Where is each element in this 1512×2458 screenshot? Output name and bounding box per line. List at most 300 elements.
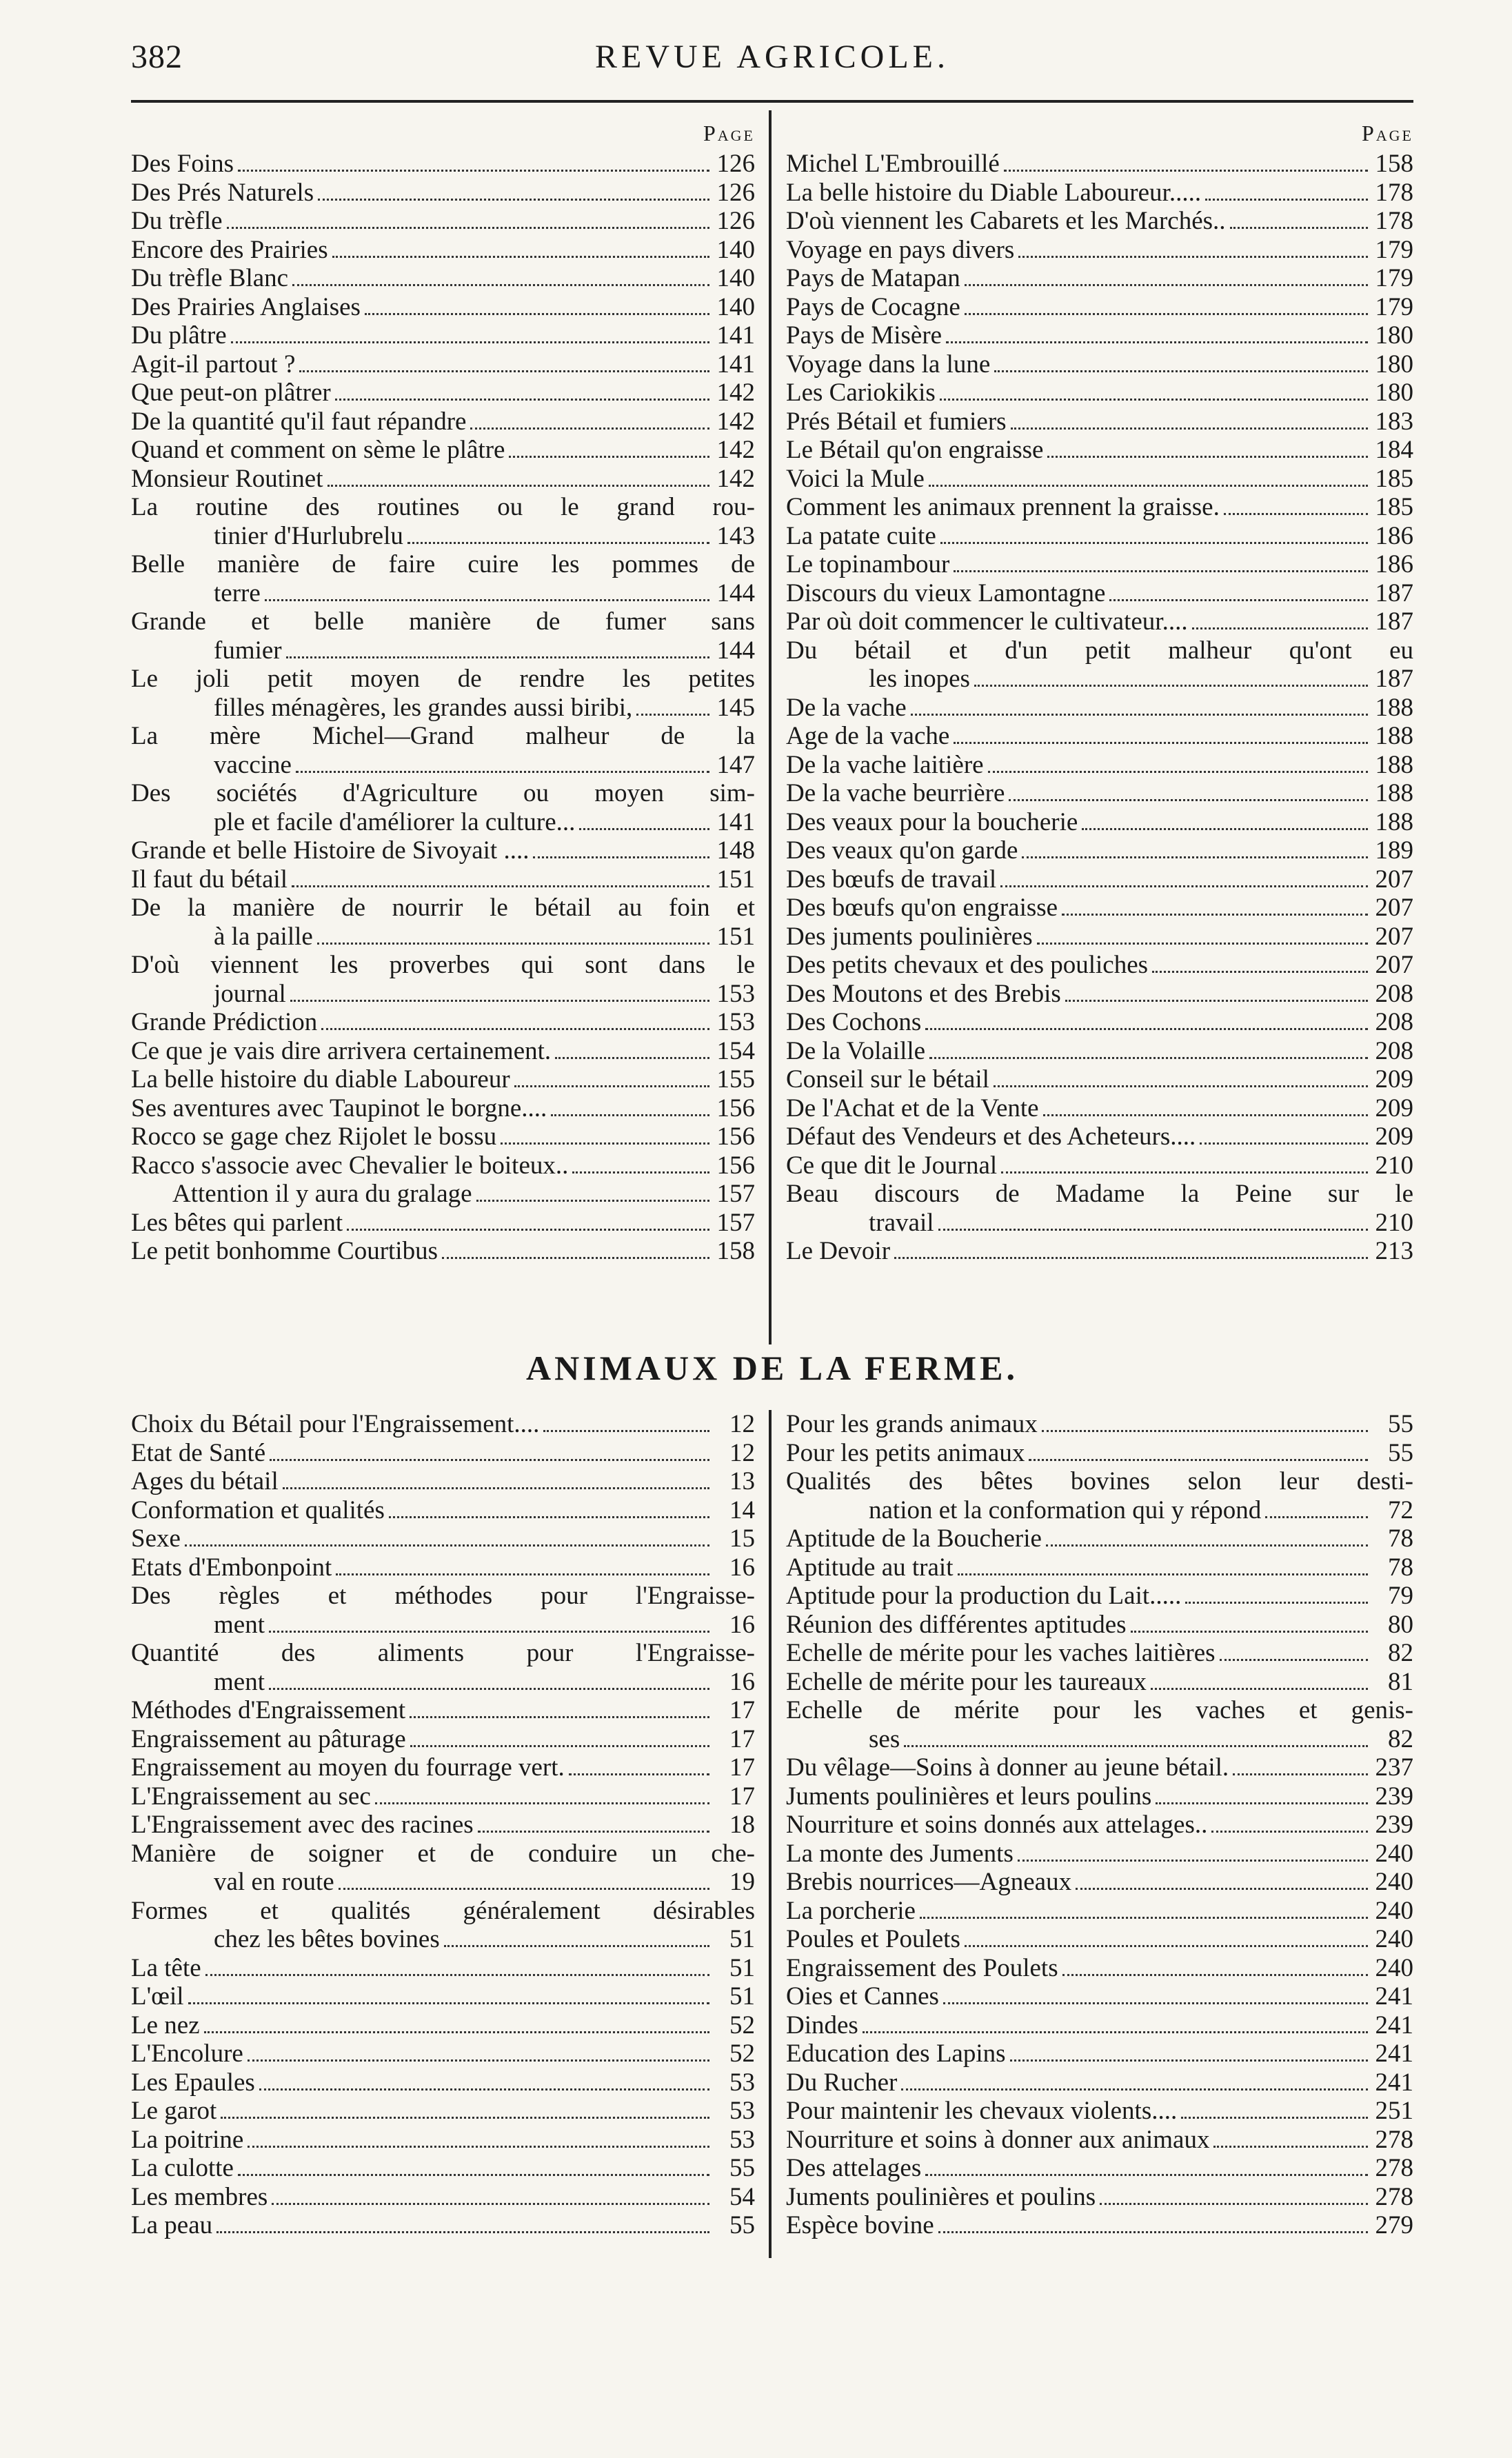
index-entry: [786, 836, 1413, 865]
entry-title: Attention il y aura du gralage: [172, 1180, 472, 1208]
dot-leader: [894, 1257, 1368, 1259]
dot-leader: [1213, 2146, 1368, 2148]
index-entry: [786, 1122, 1413, 1151]
entry-title: travail: [869, 1208, 934, 1237]
index-entry: [131, 207, 755, 236]
entry-title: Le nez: [131, 2011, 200, 2039]
dot-leader: [204, 2031, 709, 2033]
entry-page-number: 209: [1375, 1065, 1413, 1094]
dot-leader: [227, 227, 709, 229]
entry-page-number: 54: [729, 2182, 755, 2211]
dot-leader: [958, 1573, 1369, 1575]
entry-title: De la vache laitière: [786, 750, 984, 779]
entry-page-number: 72: [1388, 1495, 1413, 1524]
index-entry: [786, 1237, 1413, 1266]
entry-page-number: 241: [1375, 2011, 1413, 2039]
dot-leader: [911, 714, 1368, 716]
index-entry: [131, 2068, 755, 2097]
index-entry: [786, 1037, 1413, 1066]
entry-title: De la vache beurrière: [786, 779, 1005, 807]
dot-leader: [1200, 1142, 1368, 1145]
dot-leader: [365, 313, 709, 315]
index-entry: [131, 2154, 755, 2183]
entry-page-number: 144: [716, 636, 755, 665]
entry-title: Que peut-on plâtrer: [131, 379, 331, 407]
entry-page-number: 51: [729, 1982, 755, 2011]
entry-title: Des Foins: [131, 150, 234, 178]
section-title: ANIMAUX DE LA FERME.: [526, 1349, 1018, 1387]
index-entry: [786, 2068, 1413, 2097]
entry-page-number: 239: [1375, 1782, 1413, 1811]
page-column-heading: Page: [703, 121, 755, 145]
dot-leader: [1151, 1688, 1368, 1690]
dot-leader: [579, 828, 709, 830]
dot-leader: [1100, 2203, 1368, 2205]
entry-title: Grande Prédiction: [131, 1008, 318, 1036]
dot-leader: [269, 1631, 709, 1633]
dot-leader: [1011, 427, 1368, 430]
entry-title: D'où viennent les proverbes qui sont dans le: [131, 951, 755, 979]
index-entry: [131, 321, 755, 350]
entry-title: Pour les grands animaux: [786, 1410, 1038, 1438]
dot-leader: [1205, 199, 1368, 201]
index-entry: [786, 436, 1413, 465]
entry-page-number: 179: [1375, 235, 1413, 264]
entry-page-number: 126: [716, 178, 755, 207]
dot-leader: [1233, 1773, 1368, 1775]
entry-page-number: 213: [1375, 1237, 1413, 1265]
dot-leader: [1042, 1430, 1368, 1432]
entry-page-number: 184: [1375, 436, 1413, 464]
index-entry: [786, 150, 1413, 179]
dot-leader: [555, 1057, 709, 1059]
entry-page-number: 210: [1375, 1151, 1413, 1180]
dot-leader: [1211, 1831, 1368, 1833]
dot-leader: [270, 1459, 709, 1461]
dot-leader: [965, 313, 1368, 315]
entry-page-number: 16: [729, 1553, 755, 1582]
index-entry: [131, 1897, 755, 1926]
dot-leader: [551, 1114, 709, 1116]
entry-page-number: 187: [1375, 578, 1413, 607]
entry-page-number: 279: [1375, 2211, 1413, 2239]
entry-title: ment: [214, 1610, 265, 1639]
entry-title: Monsieur Routinet: [131, 464, 323, 493]
entry-page-number: 82: [1388, 1724, 1413, 1753]
index-entry: [786, 2011, 1413, 2040]
entry-page-number: 207: [1375, 922, 1413, 951]
entry-page-number: 278: [1375, 2154, 1413, 2182]
entry-title: Engraissement au pâturage: [131, 1724, 406, 1753]
dot-leader: [238, 170, 709, 172]
entry-title: Rocco se gage chez Rijolet le bossu: [131, 1122, 497, 1151]
dot-leader: [1037, 943, 1368, 945]
entry-title: Quantité des aliments pour l'Engraisse-: [131, 1639, 755, 1667]
entry-title: à la paille: [214, 922, 313, 951]
dot-leader: [336, 1573, 709, 1575]
index-entry: [131, 836, 755, 865]
dot-leader: [318, 199, 709, 201]
entry-list: [786, 150, 1413, 1266]
dot-leader: [299, 370, 709, 372]
entry-title: fumier: [214, 636, 282, 665]
entry-page-number: 126: [716, 207, 755, 235]
index-entry: [131, 236, 755, 265]
dot-leader: [920, 1917, 1368, 1919]
entry-title: Conseil sur le bétail: [786, 1065, 989, 1094]
entry-title: Voyage en pays divers: [786, 235, 1015, 264]
dot-leader: [410, 1716, 709, 1718]
entry-page-number: 187: [1375, 607, 1413, 636]
dot-leader: [470, 427, 709, 430]
dot-leader: [940, 542, 1368, 544]
entry-page-number: 141: [716, 350, 755, 379]
running-title: REVUE AGRICOLE.: [595, 39, 949, 75]
dot-leader: [929, 1057, 1368, 1059]
dot-leader: [1156, 1802, 1368, 1804]
index-entry: [786, 1496, 1413, 1525]
index-entry: [131, 1439, 755, 1468]
entry-title: Brebis nourrices—Agneaux: [786, 1868, 1072, 1896]
entry-title: Education des Lapins: [786, 2039, 1006, 2068]
entry-title: Du trèfle: [131, 207, 223, 235]
dot-leader: [901, 2088, 1368, 2091]
dot-leader: [444, 1945, 709, 1947]
entry-page-number: 140: [716, 235, 755, 264]
dot-leader: [988, 771, 1368, 773]
entry-title: Des Cochons: [786, 1008, 922, 1036]
index-entry: [131, 1410, 755, 1439]
index-entry: [786, 1467, 1413, 1496]
entry-page-number: 53: [729, 2097, 755, 2125]
index-entry: [786, 1611, 1413, 1640]
top-index-section: [131, 121, 1413, 1341]
entry-page-number: 153: [716, 979, 755, 1008]
index-entry: [786, 1925, 1413, 1954]
entry-title: D'où viennent les Cabarets et les Marchés..: [786, 207, 1226, 235]
entry-title: Défaut des Vendeurs et des Acheteurs....: [786, 1122, 1196, 1151]
entry-page-number: 179: [1375, 264, 1413, 292]
index-entry: [786, 493, 1413, 522]
index-entry: [131, 407, 755, 436]
entry-title: Du plâtre: [131, 321, 227, 350]
index-entry: [131, 1553, 755, 1582]
dot-leader: [904, 1745, 1368, 1747]
dot-leader: [216, 2231, 709, 2233]
page-column-heading: Page: [1361, 121, 1413, 145]
entry-page-number: 147: [716, 750, 755, 779]
dot-leader: [1192, 627, 1368, 629]
index-entry: [131, 1180, 755, 1209]
dot-leader: [269, 1688, 709, 1690]
entry-page-number: 178: [1375, 207, 1413, 235]
index-entry: [786, 980, 1413, 1009]
entry-title: De la vache: [786, 693, 907, 722]
index-entry: [786, 379, 1413, 407]
index-entry: [786, 1811, 1413, 1840]
entry-title: Des juments poulinières: [786, 922, 1033, 951]
index-entry: [786, 2154, 1413, 2183]
index-entry: [786, 1696, 1413, 1725]
entry-title: Belle manière de faire cuire les pommes de: [131, 550, 755, 578]
dot-leader: [1185, 1602, 1368, 1604]
dot-leader: [938, 2231, 1368, 2233]
entry-title: La culotte: [131, 2154, 234, 2182]
entry-page-number: 183: [1375, 407, 1413, 436]
entry-title: Des sociétés d'Agriculture ou moyen sim-: [131, 779, 755, 807]
index-entry: [131, 1209, 755, 1238]
index-entry: [131, 1668, 755, 1697]
entry-page-number: 210: [1375, 1208, 1413, 1237]
index-entry: [131, 1954, 755, 1983]
index-entry: [786, 2097, 1413, 2126]
index-entry: [131, 379, 755, 407]
index-entry: [786, 1954, 1413, 1983]
entry-page-number: 179: [1375, 292, 1413, 321]
entry-title: Le topinambour: [786, 550, 950, 578]
entry-title: Beau discours de Madame la Peine sur le: [786, 1180, 1413, 1208]
entry-title: Des règles et méthodes pour l'Engraisse-: [131, 1582, 755, 1610]
index-entry: [131, 2097, 755, 2126]
entry-page-number: 156: [716, 1151, 755, 1180]
index-entry: [786, 1008, 1413, 1037]
index-entry: [131, 1868, 755, 1897]
dot-leader: [974, 685, 1368, 687]
entry-title: Ce que je vais dire arrivera certainement.: [131, 1036, 552, 1065]
index-entry: [131, 1122, 755, 1151]
index-entry: [786, 236, 1413, 265]
index-entry: [786, 1524, 1413, 1553]
entry-title: La porcherie: [786, 1896, 916, 1925]
dot-leader: [1009, 799, 1368, 801]
entry-page-number: 158: [716, 1237, 755, 1265]
index-entry: [786, 607, 1413, 636]
dot-leader: [929, 485, 1368, 487]
dot-leader: [248, 2146, 709, 2148]
dot-leader: [1152, 971, 1368, 973]
entry-title: Dindes: [786, 2011, 858, 2039]
entry-page-number: 18: [729, 1811, 755, 1839]
dot-leader: [1047, 456, 1368, 458]
index-entry: [131, 1611, 755, 1640]
entry-title: Nourriture et soins à donner aux animaux: [786, 2125, 1210, 2154]
entry-page-number: 209: [1375, 1122, 1413, 1151]
entry-page-number: 241: [1375, 2068, 1413, 2097]
dot-leader: [221, 2117, 709, 2119]
dot-leader: [332, 256, 709, 258]
entry-page-number: 241: [1375, 2039, 1413, 2068]
entry-page-number: 241: [1375, 1982, 1413, 2011]
entry-title: Les Epaules: [131, 2068, 255, 2097]
entry-page-number: 142: [716, 436, 755, 464]
entry-page-number: 141: [716, 321, 755, 350]
entry-page-number: 240: [1375, 1925, 1413, 1953]
entry-title: Grande et belle manière de fumer sans: [131, 607, 755, 636]
entry-title: L'Encolure: [131, 2039, 243, 2068]
entry-title: vaccine: [214, 750, 292, 779]
entry-list: [131, 1410, 755, 2240]
entry-title: Ages du bétail: [131, 1467, 279, 1495]
dot-leader: [1022, 856, 1368, 858]
dot-leader: [938, 1229, 1368, 1231]
dot-leader: [375, 1802, 709, 1804]
dot-leader: [572, 1171, 709, 1173]
index-entry: [786, 1209, 1413, 1238]
dot-leader: [327, 485, 709, 487]
index-entry: [131, 179, 755, 208]
entry-page-number: 12: [729, 1410, 755, 1438]
entry-page-number: 82: [1388, 1639, 1413, 1667]
entry-title: Juments poulinières et poulins: [786, 2182, 1096, 2211]
index-entry: [131, 980, 755, 1009]
index-entry: [131, 465, 755, 494]
dot-leader: [286, 656, 709, 658]
entry-page-number: 13: [729, 1467, 755, 1495]
dot-leader: [335, 399, 709, 401]
dot-leader: [636, 714, 709, 716]
index-entry: [131, 1496, 755, 1525]
entry-page-number: 157: [716, 1180, 755, 1208]
entry-page-number: 16: [729, 1610, 755, 1639]
entry-title: Nourriture et soins donnés aux attelages..: [786, 1811, 1208, 1839]
index-entry: [786, 579, 1413, 608]
bottom-right-column: [786, 1410, 1413, 2240]
entry-title: Il faut du bétail: [131, 865, 288, 894]
index-entry: [786, 865, 1413, 894]
entry-title: De la Volaille: [786, 1036, 926, 1065]
entry-title: journal: [214, 979, 286, 1008]
entry-page-number: 78: [1388, 1553, 1413, 1582]
dot-leader: [1224, 513, 1368, 515]
entry-title: Grande et belle Histoire de Sivoyait ....: [131, 836, 530, 865]
index-entry: [131, 1037, 755, 1066]
index-entry: [131, 1467, 755, 1496]
dot-leader: [1062, 914, 1368, 916]
entry-page-number: 78: [1388, 1524, 1413, 1553]
entry-page-number: 141: [716, 807, 755, 836]
dot-leader: [272, 2203, 709, 2205]
dot-leader: [946, 341, 1368, 343]
entry-page-number: 155: [716, 1065, 755, 1094]
index-entry: [131, 436, 755, 465]
entry-page-number: 153: [716, 1008, 755, 1036]
entry-title: La mère Michel—Grand malheur de la: [131, 722, 755, 750]
dot-leader: [205, 1974, 709, 1976]
index-entry: [786, 665, 1413, 694]
dot-leader: [292, 284, 709, 286]
entry-page-number: 14: [729, 1495, 755, 1524]
bottom-index-section: [131, 1410, 1413, 2306]
dot-leader: [1131, 1631, 1368, 1633]
index-entry: [786, 550, 1413, 579]
index-entry: [131, 1065, 755, 1094]
dot-leader: [259, 2088, 709, 2091]
entry-page-number: 16: [729, 1667, 755, 1696]
dot-leader: [1065, 1000, 1368, 1002]
entry-page-number: 240: [1375, 1953, 1413, 1982]
dot-leader: [501, 1142, 709, 1145]
top-left-column: [131, 121, 755, 1266]
entry-title: Juments poulinières et leurs poulins: [786, 1782, 1152, 1811]
entry-page-number: 185: [1375, 464, 1413, 493]
dot-leader: [543, 1430, 709, 1432]
entry-title: nation et la conformation qui y répond: [869, 1495, 1262, 1524]
entry-page-number: 156: [716, 1094, 755, 1122]
index-entry: [786, 1753, 1413, 1782]
index-entry: [131, 1237, 755, 1266]
entry-title: Le Devoir: [786, 1237, 891, 1265]
index-entry: [131, 607, 755, 636]
entry-title: La belle histoire du Diable Laboureur.....: [786, 178, 1202, 207]
dot-leader: [1109, 599, 1368, 601]
index-entry: [131, 1094, 755, 1123]
dot-leader: [940, 399, 1368, 401]
entry-title: Echelle de mérite pour les vaches et genis-: [786, 1696, 1413, 1724]
dot-leader: [925, 1028, 1368, 1030]
entry-title: ple et facile d'améliorer la culture...: [214, 807, 576, 836]
entry-title: Du vêlage—Soins à donner au jeune bétail.: [786, 1753, 1229, 1782]
dot-leader: [994, 1085, 1368, 1087]
entry-page-number: 12: [729, 1438, 755, 1467]
entry-title: ment: [214, 1667, 265, 1696]
entry-title: Du Rucher: [786, 2068, 898, 2097]
index-entry: [131, 694, 755, 723]
entry-page-number: 144: [716, 578, 755, 607]
entry-title: Ses aventures avec Taupinot le borgne....: [131, 1094, 547, 1122]
entry-page-number: 240: [1375, 1896, 1413, 1925]
entry-page-number: 207: [1375, 865, 1413, 894]
entry-page-number: 158: [1375, 150, 1413, 178]
entry-title: De la quantité qu'il faut répandre: [131, 407, 467, 436]
dot-leader: [296, 771, 709, 773]
entry-title: La tête: [131, 1953, 201, 1982]
entry-title: Du bétail et d'un petit malheur qu'ont eu: [786, 636, 1413, 665]
entry-page-number: 142: [716, 407, 755, 436]
entry-page-number: 55: [729, 2154, 755, 2182]
index-entry: [131, 550, 755, 579]
index-entry: [786, 1065, 1413, 1094]
entry-page-number: 208: [1375, 1008, 1413, 1036]
entry-title: Des veaux pour la boucherie: [786, 807, 1078, 836]
entry-page-number: 208: [1375, 979, 1413, 1008]
entry-page-number: 186: [1375, 521, 1413, 550]
index-entry: [786, 722, 1413, 751]
entry-title: Quand et comment on sème le plâtre: [131, 436, 505, 464]
entry-title: ses: [869, 1724, 900, 1753]
dot-leader: [1043, 1114, 1368, 1116]
entry-page-number: 188: [1375, 807, 1413, 836]
dot-leader: [533, 856, 709, 858]
index-entry: [786, 923, 1413, 951]
index-entry: [131, 636, 755, 665]
entry-title: Le petit bonhomme Courtibus: [131, 1237, 438, 1265]
index-entry: [131, 2011, 755, 2040]
index-entry: [131, 1840, 755, 1868]
index-entry: [786, 694, 1413, 723]
index-entry: [786, 321, 1413, 350]
entry-page-number: 51: [729, 1925, 755, 1953]
entry-page-number: 55: [1388, 1410, 1413, 1438]
entry-title: La patate cuite: [786, 521, 936, 550]
index-entry: [131, 493, 755, 522]
entry-title: Le garot: [131, 2097, 217, 2125]
dot-leader: [994, 370, 1368, 372]
dot-leader: [185, 1544, 709, 1547]
dot-leader: [410, 1745, 709, 1747]
entry-title: Voici la Mule: [786, 464, 925, 493]
dot-leader: [1029, 1459, 1368, 1461]
dot-leader: [514, 1085, 709, 1087]
